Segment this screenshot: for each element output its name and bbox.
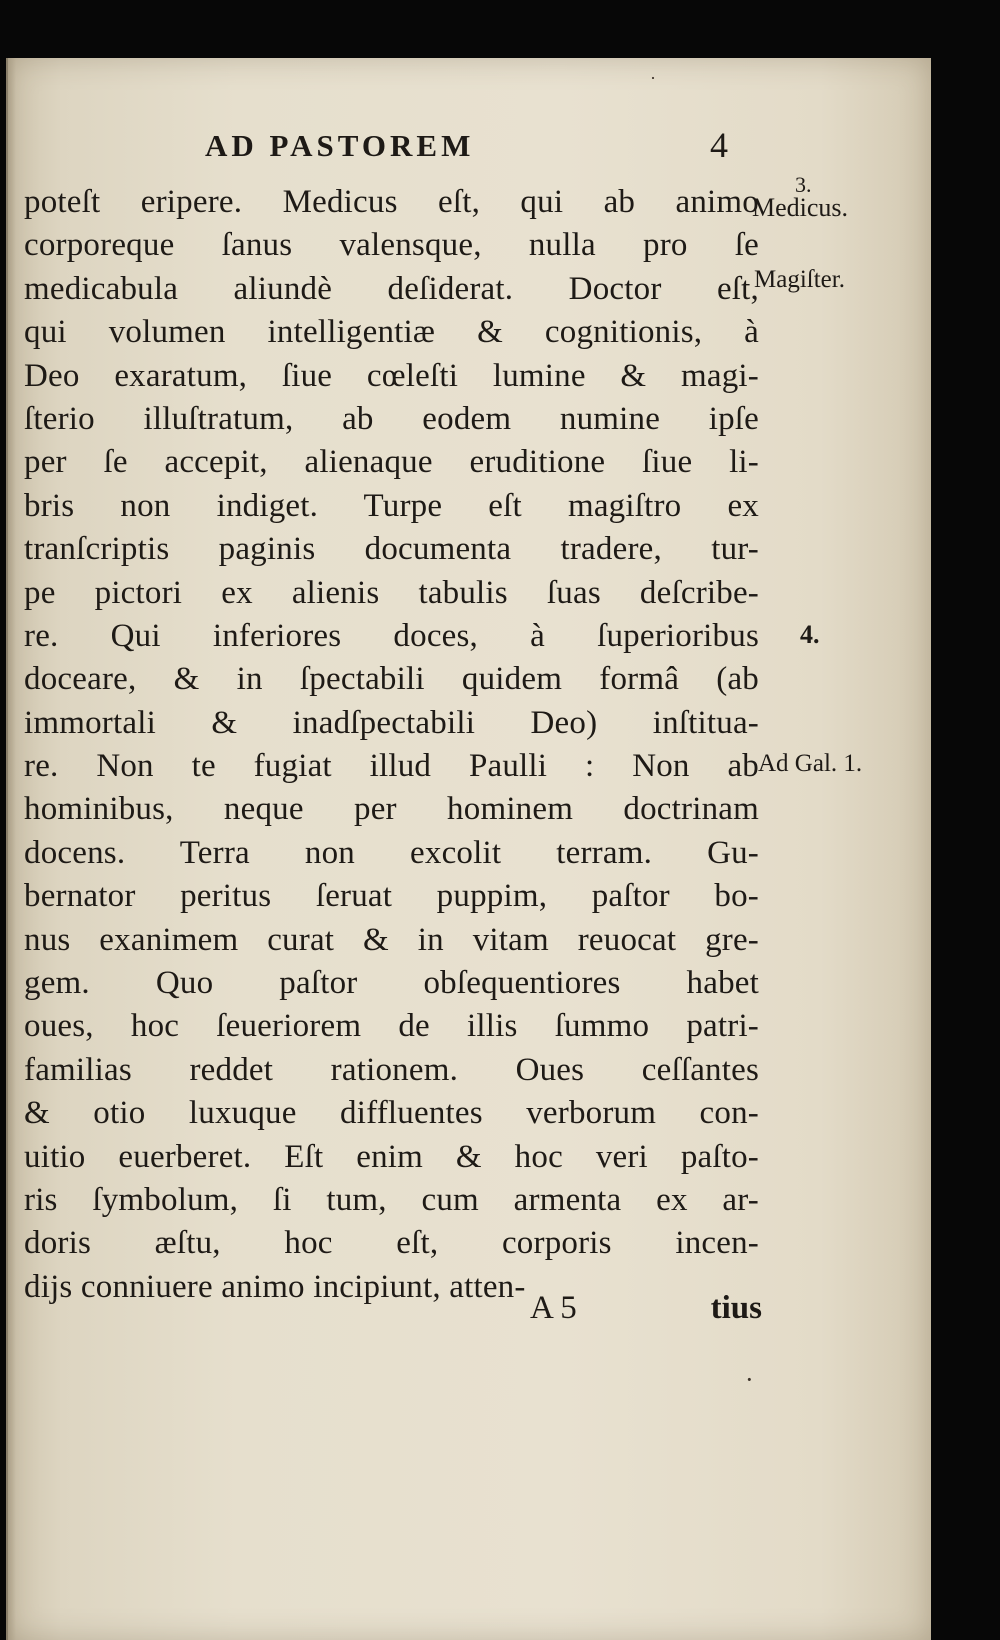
text-line: gem. Quo paſtor obſequentiores habet <box>24 965 759 1002</box>
margin-note-number-4: 4. <box>800 620 820 649</box>
text-line: hominibus, neque per hominem doctrinam <box>24 791 759 828</box>
text-line: docens. Terra non excolit terram. Gu- <box>24 834 759 871</box>
text-line: ſterio illuſtratum, ab eodem numine ipſe <box>24 400 759 437</box>
text-line: immortali & inadſpectabili Deo) inſtitua- <box>24 704 759 741</box>
text-line: familias reddet rationem. Oues ceſſantes <box>24 1051 759 1088</box>
text-line: re. Non te fugiat illud Paulli : Non ab <box>24 748 759 785</box>
text-line: dijs conniuere animo incipiunt, atten- <box>24 1268 526 1305</box>
text-line: poteſt eripere. Medicus eſt, qui ab animo <box>24 184 759 220</box>
text-line: medicabula aliundè deſiderat. Doctor eſt, <box>24 270 759 307</box>
text-line: qui volumen intelligentiæ & cognitionis, à <box>24 314 759 351</box>
text-line: doris æſtu, hoc eſt, corporis incen- <box>24 1225 759 1262</box>
catchline <box>530 1290 762 1335</box>
page-number: 4 <box>710 125 728 165</box>
running-head <box>205 125 745 168</box>
text-line: bris non indiget. Turpe eſt magiſtro ex <box>24 487 759 524</box>
text-line: pe pictori ex alienis tabulis ſuas deſcribe- <box>24 574 759 611</box>
margin-note-galatians: Ad Gal. 1. <box>758 750 863 777</box>
text-line: uitio euerberet. Eſt enim & hoc veri paſto- <box>24 1138 759 1175</box>
margin-note-magister: Magiſter. <box>754 266 845 293</box>
text-line: oues, hoc ſeueriorem de illis ſummo patri- <box>24 1008 759 1045</box>
text-line: ris ſymbolum, ſi tum, cum armenta ex ar- <box>24 1181 759 1218</box>
signature-mark: A 5 <box>530 1290 577 1326</box>
text-line: nus exanimem curat & in vitam reuocat gre- <box>24 921 759 958</box>
text-line: tranſcriptis paginis documenta tradere, tur- <box>24 531 759 568</box>
text-line: re. Qui inferiores doces, à ſuperioribus <box>24 617 759 654</box>
margin-note-medicus: Medicus. <box>752 193 849 222</box>
page-left-edge <box>6 58 8 1640</box>
text-line: & otio luxuque diffluentes verborum con- <box>24 1095 759 1132</box>
text-line: bernator peritus ſeruat puppim, paſtor bo- <box>24 878 759 915</box>
body-text <box>24 181 759 1309</box>
text-line: Deo exaratum, ſiue cœleſti lumine & magi- <box>24 357 759 394</box>
text-line: doceare, & in ſpectabili quidem formâ (ab <box>24 661 759 698</box>
running-head-title: AD PASTOREM <box>205 128 475 163</box>
margin-note-number-3: 3. <box>795 172 812 197</box>
text-line: per ſe accepit, alienaque eruditione ſiue li- <box>24 444 759 481</box>
catchword: tius <box>710 1290 762 1326</box>
ink-speck: · <box>745 1365 754 1394</box>
text-line: corporeque ſanus valensque, nulla pro ſe <box>24 227 759 264</box>
ink-speck: · <box>650 68 656 88</box>
